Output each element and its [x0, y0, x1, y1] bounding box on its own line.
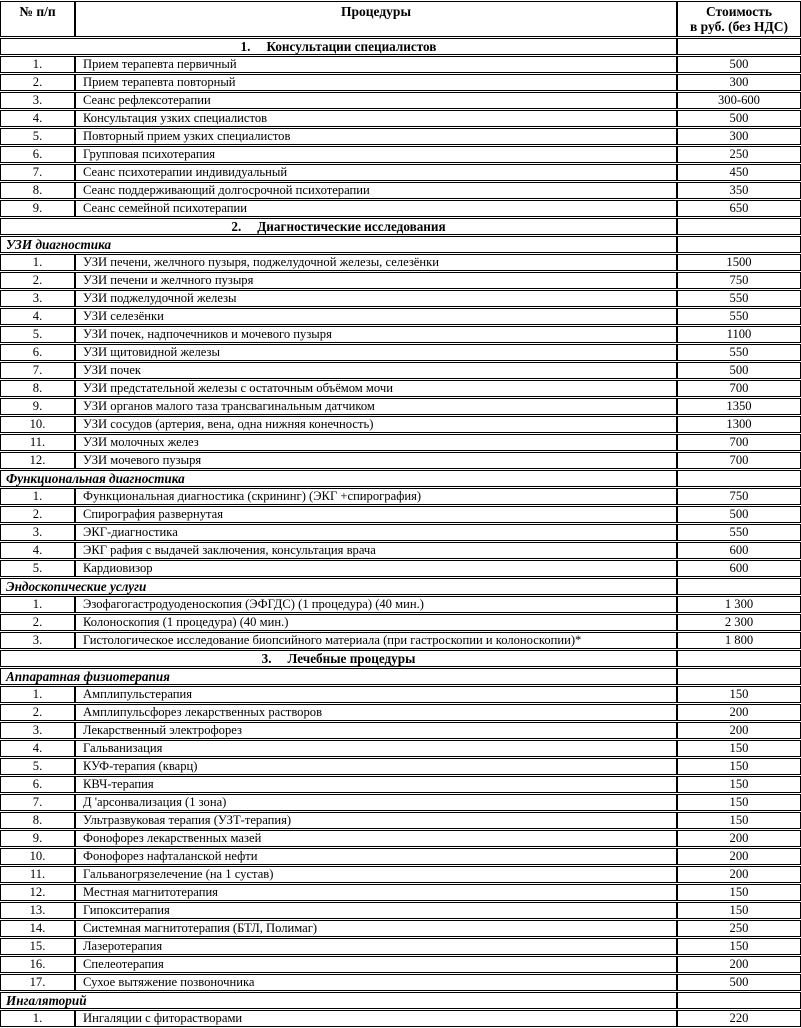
section-title-cell — [0, 38, 677, 55]
procedure-name: ЭКГ рафия с выдачей заключения, консультация врача — [75, 542, 677, 559]
table-row — [0, 56, 801, 73]
table-row — [0, 812, 801, 829]
procedure-name: Амплипульсфорез лекарственных растворов — [75, 704, 677, 721]
table-row — [0, 344, 801, 361]
subsection-label: Эндоскопические услуги — [0, 578, 677, 595]
price-value: 450 — [677, 164, 801, 181]
table-row — [0, 92, 801, 109]
table-row — [0, 416, 801, 433]
row-number: 15. — [0, 938, 75, 955]
col-header-price-line1: Стоимость — [705, 4, 773, 19]
table-row — [0, 380, 801, 397]
price-value: 1350 — [677, 398, 801, 415]
procedure-name: Сеанс семейной психотерапии — [75, 200, 677, 217]
price-value: 150 — [677, 812, 801, 829]
price-value: 200 — [677, 830, 801, 847]
price-value: 700 — [677, 434, 801, 451]
price-value: 150 — [677, 938, 801, 955]
col-header-price — [677, 1, 801, 37]
section-label: Лечебные процедуры — [287, 651, 416, 666]
table-row — [0, 632, 801, 649]
row-number: 4. — [0, 542, 75, 559]
table-row — [0, 74, 801, 91]
subsection-row — [0, 668, 801, 685]
row-number: 6. — [0, 344, 75, 361]
row-number: 13. — [0, 902, 75, 919]
price-value: 150 — [677, 740, 801, 757]
row-number: 12. — [0, 884, 75, 901]
procedure-name: Прием терапевта первичный — [75, 56, 677, 73]
procedure-name: Ингаляции с фиторастворами — [75, 1010, 677, 1027]
row-number: 2. — [0, 704, 75, 721]
procedure-name: Д 'арсонвализация (1 зона) — [75, 794, 677, 811]
procedure-name: Повторный прием узких специалистов — [75, 128, 677, 145]
row-number: 4. — [0, 110, 75, 127]
header-row — [0, 1, 801, 37]
row-number: 10. — [0, 416, 75, 433]
section-row — [0, 38, 801, 55]
table-row — [0, 902, 801, 919]
row-number: 8. — [0, 182, 75, 199]
row-number: 5. — [0, 128, 75, 145]
price-value: 1500 — [677, 254, 801, 271]
price-value: 300 — [677, 74, 801, 91]
price-cell-empty — [677, 578, 801, 595]
price-value: 200 — [677, 866, 801, 883]
col-header-price-line2: в руб. (без НДС) — [690, 19, 788, 34]
row-number: 7. — [0, 362, 75, 379]
table-row — [0, 974, 801, 991]
price-value: 250 — [677, 920, 801, 937]
table-row — [0, 686, 801, 703]
procedure-name: Спелеотерапия — [75, 956, 677, 973]
col-header-num: № п/п — [0, 1, 75, 37]
col-header-procedure: Процедуры — [75, 1, 677, 37]
table-row — [0, 596, 801, 613]
table-row — [0, 794, 801, 811]
row-number: 3. — [0, 632, 75, 649]
procedure-name: Лазеротерапия — [75, 938, 677, 955]
row-number: 6. — [0, 146, 75, 163]
table-row — [0, 308, 801, 325]
row-number: 8. — [0, 812, 75, 829]
table-row — [0, 776, 801, 793]
price-value: 150 — [677, 758, 801, 775]
subsection-row — [0, 992, 801, 1009]
table-row — [0, 398, 801, 415]
procedure-name: Консультация узких специалистов — [75, 110, 677, 127]
table-row — [0, 128, 801, 145]
table-row — [0, 866, 801, 883]
price-value: 2 300 — [677, 614, 801, 631]
procedure-name: УЗИ почек — [75, 362, 677, 379]
price-value: 200 — [677, 848, 801, 865]
procedure-name: КУФ-терапия (кварц) — [75, 758, 677, 775]
row-number: 1. — [0, 254, 75, 271]
procedure-name: ЭКГ-диагностика — [75, 524, 677, 541]
subsection-row — [0, 470, 801, 487]
table-row — [0, 146, 801, 163]
procedure-name: Гальваногрязелечение (на 1 сустав) — [75, 866, 677, 883]
procedure-name: Гистологическое исследование биопсийного материала (при гастроскопии и колоноскопии)* — [75, 632, 677, 649]
procedure-name: Сеанс поддерживающий долгосрочной психотерапии — [75, 182, 677, 199]
price-cell-empty — [677, 650, 801, 667]
row-number: 7. — [0, 164, 75, 181]
subsection-row — [0, 578, 801, 595]
table-row — [0, 920, 801, 937]
procedure-name: УЗИ почек, надпочечников и мочевого пузыря — [75, 326, 677, 343]
table-row — [0, 290, 801, 307]
table-row — [0, 452, 801, 469]
procedure-name: КВЧ-терапия — [75, 776, 677, 793]
table-row — [0, 524, 801, 541]
section-row — [0, 650, 801, 667]
section-number: 1. — [240, 39, 251, 54]
row-number: 11. — [0, 434, 75, 451]
price-value: 550 — [677, 344, 801, 361]
procedure-name: Системная магнитотерапия (БТЛ, Полимаг) — [75, 920, 677, 937]
procedure-name: УЗИ сосудов (артерия, вена, одна нижняя конечность) — [75, 416, 677, 433]
price-cell-empty — [677, 236, 801, 253]
row-number: 8. — [0, 380, 75, 397]
price-value: 600 — [677, 560, 801, 577]
procedure-name: Групповая психотерапия — [75, 146, 677, 163]
procedure-name: Ультразвуковая терапия (УЗТ-терапия) — [75, 812, 677, 829]
table-row — [0, 722, 801, 739]
procedure-name: УЗИ поджелудочной железы — [75, 290, 677, 307]
price-value: 750 — [677, 488, 801, 505]
subsection-label: Функциональная диагностика — [0, 470, 677, 487]
price-cell-empty — [677, 668, 801, 685]
table-row — [0, 542, 801, 559]
price-value: 1 300 — [677, 596, 801, 613]
price-cell-empty — [677, 470, 801, 487]
table-row — [0, 200, 801, 217]
price-value: 1100 — [677, 326, 801, 343]
row-number: 14. — [0, 920, 75, 937]
price-value: 500 — [677, 56, 801, 73]
row-number: 2. — [0, 614, 75, 631]
procedure-name: УЗИ селезёнки — [75, 308, 677, 325]
price-value: 550 — [677, 524, 801, 541]
procedure-name: Эзофагогастродуоденоскопия (ЭФГДС) (1 процедура) (40 мин.) — [75, 596, 677, 613]
row-number: 9. — [0, 398, 75, 415]
row-number: 3. — [0, 92, 75, 109]
procedure-name: Колоноскопия (1 процедура) (40 мин.) — [75, 614, 677, 631]
price-value: 700 — [677, 380, 801, 397]
row-number: 3. — [0, 290, 75, 307]
table-row — [0, 362, 801, 379]
table-row — [0, 164, 801, 181]
price-value: 150 — [677, 902, 801, 919]
table-row — [0, 848, 801, 865]
row-number: 4. — [0, 740, 75, 757]
table-row — [0, 938, 801, 955]
price-value: 500 — [677, 362, 801, 379]
price-value: 350 — [677, 182, 801, 199]
table-row — [0, 506, 801, 523]
section-title-cell — [0, 218, 677, 235]
row-number: 1. — [0, 1010, 75, 1027]
row-number: 1. — [0, 488, 75, 505]
procedure-name: УЗИ молочных желез — [75, 434, 677, 451]
price-cell-empty — [677, 38, 801, 55]
row-number: 1. — [0, 596, 75, 613]
procedure-name: Местная магнитотерапия — [75, 884, 677, 901]
price-value: 700 — [677, 452, 801, 469]
section-label: Диагностические исследования — [257, 219, 446, 234]
price-value: 250 — [677, 146, 801, 163]
procedure-name: Прием терапевта повторный — [75, 74, 677, 91]
procedure-name: Гипокситерапия — [75, 902, 677, 919]
price-value: 1300 — [677, 416, 801, 433]
row-number: 3. — [0, 722, 75, 739]
subsection-label: УЗИ диагностика — [0, 236, 677, 253]
price-value: 150 — [677, 776, 801, 793]
price-value: 500 — [677, 506, 801, 523]
row-number: 10. — [0, 848, 75, 865]
procedure-name: УЗИ предстательной железы с остаточным объёмом мочи — [75, 380, 677, 397]
table-row — [0, 272, 801, 289]
row-number: 5. — [0, 758, 75, 775]
price-cell-empty — [677, 218, 801, 235]
table-row — [0, 884, 801, 901]
row-number: 3. — [0, 524, 75, 541]
price-value: 600 — [677, 542, 801, 559]
procedure-name: Сеанс психотерапии индивидуальный — [75, 164, 677, 181]
price-value: 200 — [677, 722, 801, 739]
subsection-label: Аппаратная физиотерапия — [0, 668, 677, 685]
price-value: 500 — [677, 110, 801, 127]
row-number: 5. — [0, 560, 75, 577]
subsection-label: Ингаляторий — [0, 992, 677, 1009]
table-row — [0, 740, 801, 757]
price-value: 500 — [677, 974, 801, 991]
row-number: 17. — [0, 974, 75, 991]
table-row — [0, 182, 801, 199]
row-number: 6. — [0, 776, 75, 793]
section-row — [0, 218, 801, 235]
price-value: 1 800 — [677, 632, 801, 649]
section-number: 3. — [261, 651, 272, 666]
price-value: 300-600 — [677, 92, 801, 109]
row-number: 7. — [0, 794, 75, 811]
row-number: 2. — [0, 74, 75, 91]
price-value: 200 — [677, 704, 801, 721]
procedure-name: УЗИ мочевого пузыря — [75, 452, 677, 469]
price-value: 550 — [677, 308, 801, 325]
table-row — [0, 614, 801, 631]
table-row — [0, 326, 801, 343]
procedure-name: Амплипульстерапия — [75, 686, 677, 703]
procedure-name: УЗИ печени и желчного пузыря — [75, 272, 677, 289]
row-number: 16. — [0, 956, 75, 973]
section-label: Консультации специалистов — [266, 39, 437, 54]
row-number: 1. — [0, 686, 75, 703]
procedure-name: УЗИ органов малого таза трансвагинальным датчиком — [75, 398, 677, 415]
price-value: 150 — [677, 794, 801, 811]
row-number: 4. — [0, 308, 75, 325]
price-value: 550 — [677, 290, 801, 307]
procedure-name: Сухое вытяжение позвоночника — [75, 974, 677, 991]
procedure-name: Функциональная диагностика (скрининг) (ЭКГ +спирография) — [75, 488, 677, 505]
procedure-name: Фонофорез лекарственных мазей — [75, 830, 677, 847]
table-body — [0, 38, 801, 1027]
price-value: 220 — [677, 1010, 801, 1027]
price-value: 150 — [677, 884, 801, 901]
procedure-name: Гальванизация — [75, 740, 677, 757]
table-row — [0, 704, 801, 721]
row-number: 9. — [0, 200, 75, 217]
procedure-name: Сеанс рефлексотерапии — [75, 92, 677, 109]
price-cell-empty — [677, 992, 801, 1009]
price-value: 300 — [677, 128, 801, 145]
table-row — [0, 956, 801, 973]
procedure-name: Фонофорез нафталанской нефти — [75, 848, 677, 865]
procedure-name: Кардиовизор — [75, 560, 677, 577]
row-number: 2. — [0, 272, 75, 289]
table-row — [0, 560, 801, 577]
table-row — [0, 488, 801, 505]
row-number: 5. — [0, 326, 75, 343]
table-row — [0, 830, 801, 847]
row-number: 12. — [0, 452, 75, 469]
row-number: 11. — [0, 866, 75, 883]
row-number: 1. — [0, 56, 75, 73]
procedure-name: Спирография развернутая — [75, 506, 677, 523]
subsection-row — [0, 236, 801, 253]
table-row — [0, 110, 801, 127]
price-value: 150 — [677, 686, 801, 703]
procedure-name: УЗИ щитовидной железы — [75, 344, 677, 361]
procedure-name: УЗИ печени, желчного пузыря, поджелудочной железы, селезёнки — [75, 254, 677, 271]
price-value: 650 — [677, 200, 801, 217]
section-title-cell — [0, 650, 677, 667]
price-value: 750 — [677, 272, 801, 289]
section-number: 2. — [231, 219, 242, 234]
table-row — [0, 758, 801, 775]
row-number: 2. — [0, 506, 75, 523]
table-row — [0, 254, 801, 271]
price-value: 200 — [677, 956, 801, 973]
table-row — [0, 434, 801, 451]
row-number: 9. — [0, 830, 75, 847]
procedure-name: Лекарственный электрофорез — [75, 722, 677, 739]
